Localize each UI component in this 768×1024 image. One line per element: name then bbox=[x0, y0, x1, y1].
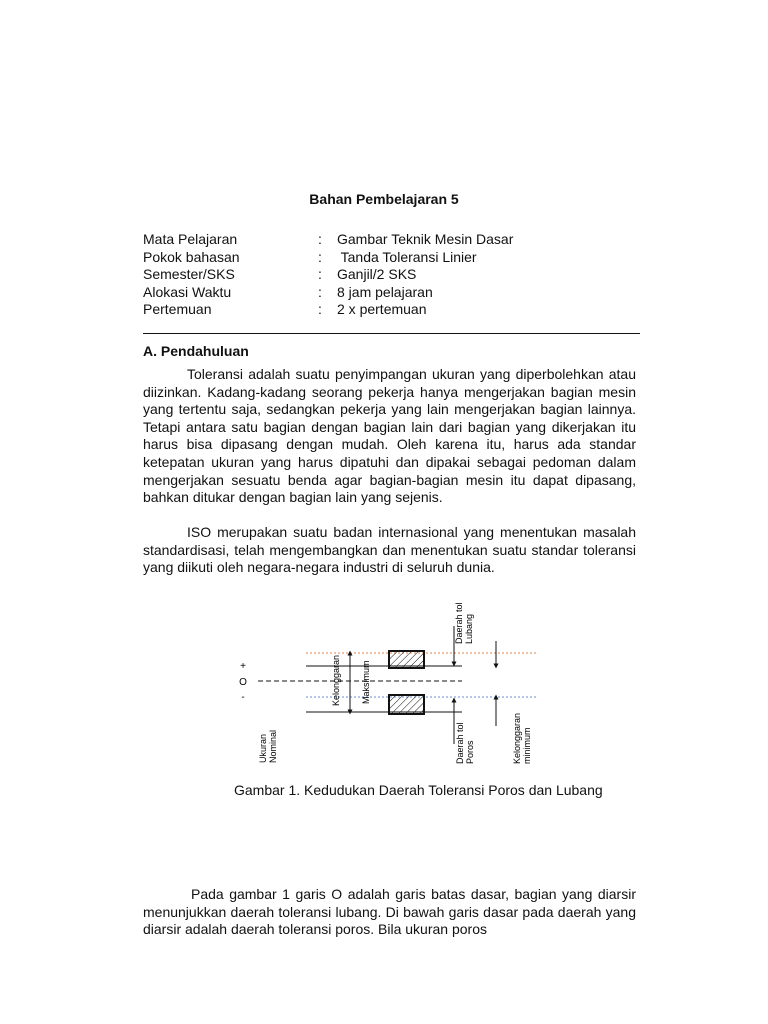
meta-row bbox=[143, 249, 643, 267]
svg-text:Kelonggaran: Kelonggaran bbox=[512, 712, 522, 764]
zero-sign: O bbox=[239, 677, 247, 688]
meta-label: Mata Pelajaran bbox=[143, 231, 238, 247]
page-title: Bahan Pembelajaran 5 bbox=[309, 191, 459, 207]
meta-colon: : bbox=[318, 301, 322, 317]
svg-text:minimum: minimum bbox=[522, 727, 532, 764]
paragraph-intro: Toleransi adalah suatu penyimpangan ukuran yang diperbolehkan atau diizinkan. Kadang-kadang seorang pekerja hanya mengerjakan bagian mesin yang tertentu saja, sedangkan pekerja yang lain mengerjakan bagian lainnya. Tetapi antara satu bagian dengan bagian lain dari bagian yang dikerjakan itu harus bisa dipasang dengan mudah. Oleh karena itu, harus ada standar ketepatan ukuran yang harus dipatuhi dan dipakai sebagai pedoman dalam mengerjakan sesuatu benda agar bagian-bagian mesin itu dapat dipasang, bahkan ditukar dengan bagian lain yang sejenis. bbox=[143, 366, 636, 506]
meta-value: Ganjil/2 SKS bbox=[337, 266, 417, 282]
meta-row bbox=[143, 231, 643, 249]
meta-row bbox=[143, 301, 643, 319]
kelonggaran-minimum-label bbox=[512, 713, 532, 764]
svg-text:Ukuran: Ukuran bbox=[258, 733, 268, 763]
meta-colon: : bbox=[318, 248, 322, 265]
daerah-tol-lubang-label bbox=[454, 602, 474, 644]
meta-value: Tanda Toleransi Linier bbox=[337, 248, 477, 265]
paragraph-iso: ISO merupakan suatu badan internasional yang menentukan masalah standardisasi, telah mengembangkan dan menentukan suatu standar toleransi yang diikuti oleh negara-negara industri di seluruh dunia. bbox=[143, 524, 636, 576]
svg-text:Nominal: Nominal bbox=[268, 729, 278, 763]
tolerance-diagram bbox=[226, 596, 566, 771]
course-info-table bbox=[143, 231, 643, 319]
meta-colon: : bbox=[318, 231, 322, 247]
meta-row bbox=[143, 284, 643, 302]
meta-colon: : bbox=[318, 283, 322, 300]
svg-text:Daerah tol: Daerah tol bbox=[454, 602, 464, 644]
shaft-tolerance-zone bbox=[389, 695, 424, 714]
meta-label: Pokok bahasan bbox=[143, 248, 240, 265]
kelonggaran-label: Kelonggaran bbox=[331, 654, 341, 706]
section-heading: A. Pendahuluan bbox=[143, 343, 249, 359]
minus-sign: - bbox=[241, 692, 245, 703]
hole-tolerance-zone bbox=[389, 651, 424, 668]
meta-value: 8 jam pelajaran bbox=[337, 283, 433, 300]
ukuran-nominal-label bbox=[258, 730, 278, 763]
maksimum-label: Maksimum bbox=[361, 660, 371, 704]
paragraph-explanation: Pada gambar 1 garis O adalah garis batas dasar, bagian yang diarsir menunjukkan daerah toleransi lubang. Di bawah garis dasar pada daerah yang diarsir adalah daerah toleransi poros. Bila ukuran poros bbox=[143, 886, 636, 938]
meta-label: Pertemuan bbox=[143, 301, 212, 317]
svg-text:Poros: Poros bbox=[465, 740, 475, 764]
meta-value: Gambar Teknik Mesin Dasar bbox=[337, 231, 514, 247]
meta-label: Semester/SKS bbox=[143, 266, 235, 282]
svg-text:Daerah tol: Daerah tol bbox=[455, 722, 465, 764]
plus-sign: + bbox=[240, 661, 246, 672]
divider-line bbox=[143, 333, 640, 334]
meta-row bbox=[143, 266, 643, 284]
figure-caption: Gambar 1. Kedudukan Daerah Toleransi Poros dan Lubang bbox=[234, 782, 603, 798]
daerah-tol-poros-label bbox=[455, 722, 475, 764]
svg-text:Lubang: Lubang bbox=[464, 613, 474, 644]
meta-value: 2 x pertemuan bbox=[337, 301, 427, 317]
meta-label: Alokasi Waktu bbox=[143, 283, 232, 300]
meta-colon: : bbox=[318, 266, 322, 282]
